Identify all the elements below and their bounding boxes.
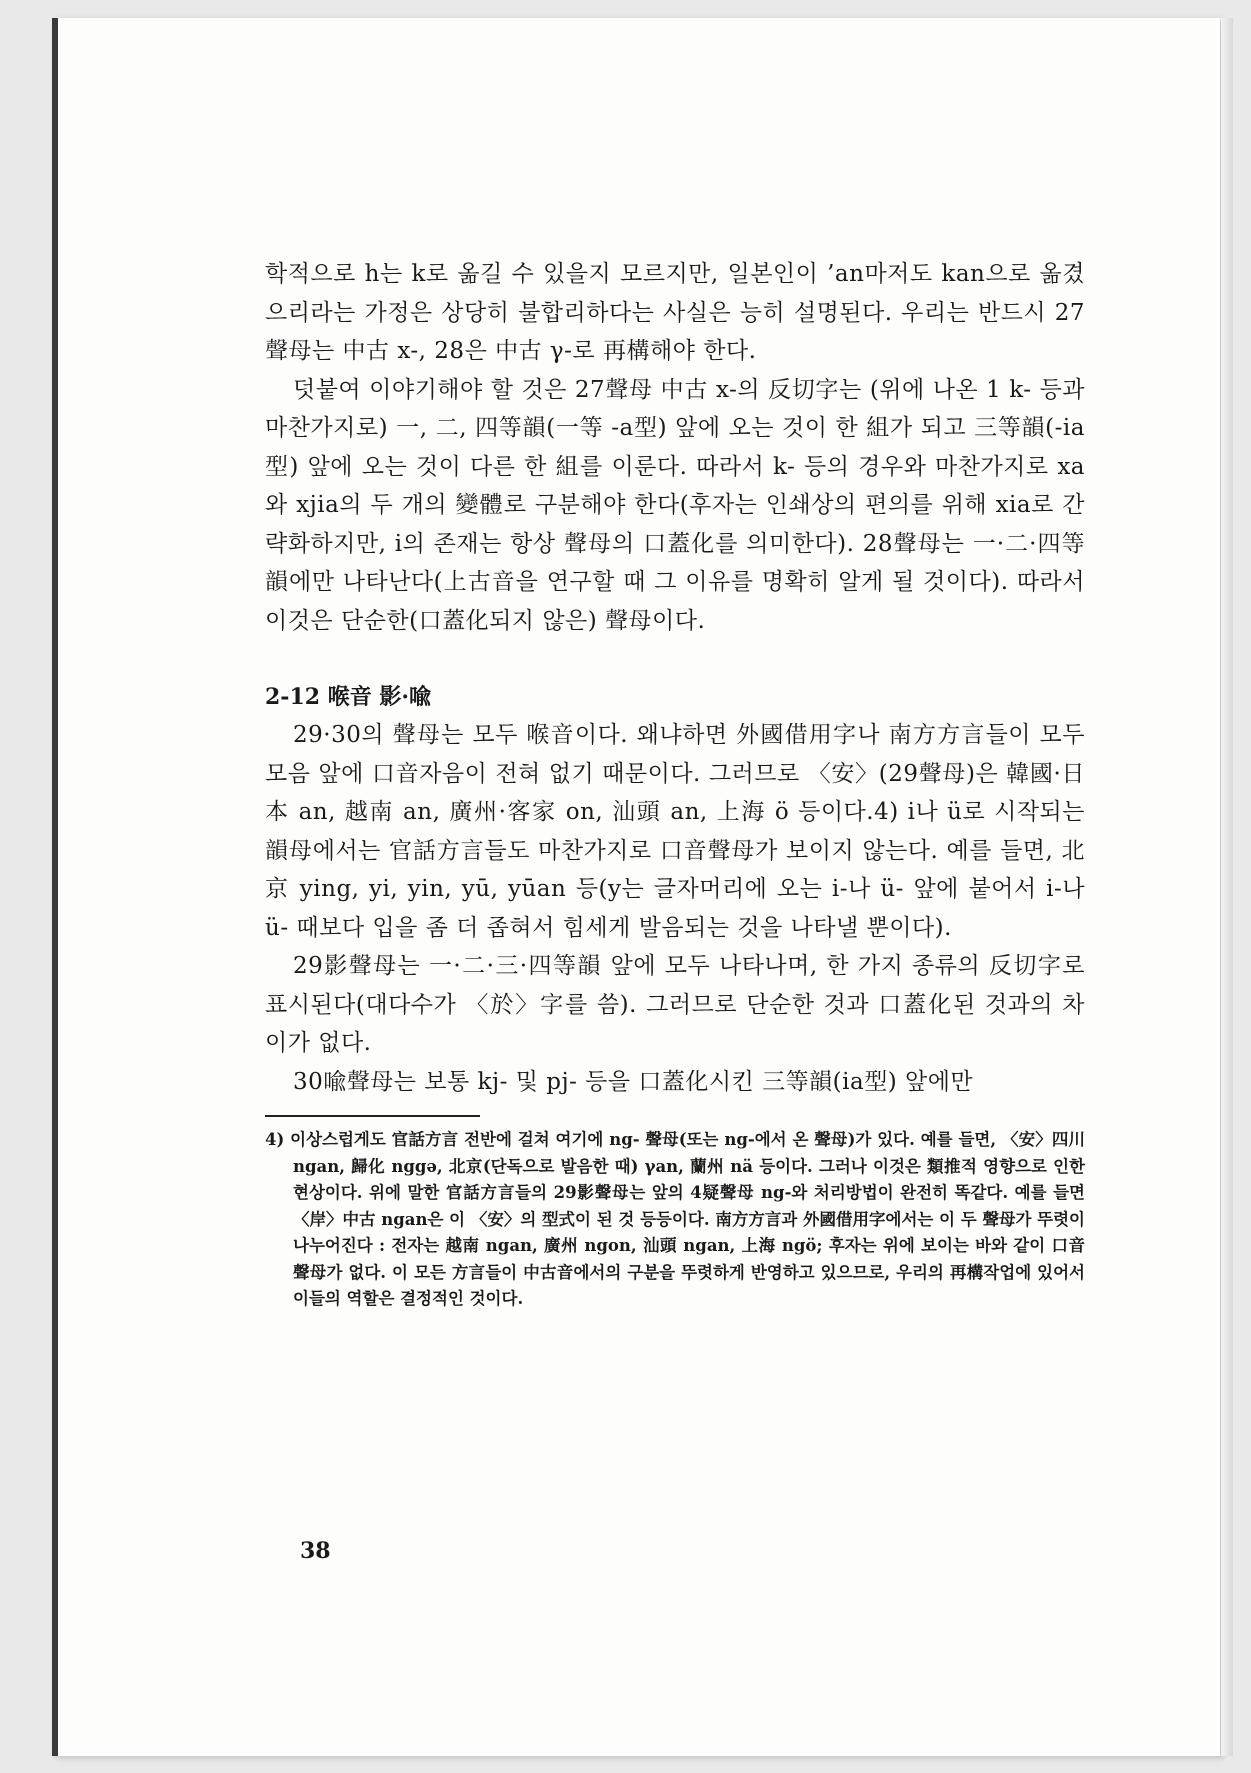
- page-number: 38: [300, 1538, 331, 1564]
- section-paragraph-2: 29影聲母는 一·二·三·四等韻 앞에 모두 나타나며, 한 가지 종류의 反切字로 표시된다(대다수가 〈於〉字를 씀). 그러므로 단순한 것과 口蓋化된 것과의 차이가 없다.: [265, 953, 1085, 1056]
- section-paragraph-1: 29·30의 聲母는 모두 喉音이다. 왜냐하면 外國借用字나 南方方言들이 모두 모음 앞에 口音자음이 전혀 없기 때문이다. 그러므로 〈安〉(29聲母)은 韓國·日本 an, 越南 an, 廣州·客家 on, 汕頭 an, 上海 ö 등이다.4) i나 ü로 시작되는 韻母에서는 官話方言들도 마찬가지로 口音聲母가 보이지 않는다. 예를 들면, 北京 ying, yi, yin, yū, yūan 등(y는 글자머리에 오는 i-나 ü- 앞에 붙어서 i-나 ü- 때보다 입을 좀 더 좁혀서 힘세게 발음되는 것을 나타낼 뿐이다).: [265, 722, 1085, 941]
- section-paragraph-3: 30喩聲母는 보통 kj- 및 pj- 등을 口蓋化시킨 三等韻(ia型) 앞에만: [293, 1068, 974, 1095]
- section-heading: 2-12 喉音 影·喩: [265, 684, 432, 710]
- page-edge-shadow: [1221, 18, 1233, 1756]
- paragraph-1: 학적으로 h는 k로 옮길 수 있을지 모르지만, 일본인이 ’an마저도 kan으로 옮겼으리라는 가정은 상당히 불합리하다는 사실은 능히 설명된다. 우리는 반드시 27聲母는 中古 x-, 28은 中古 γ-로 再構해야 한다.: [265, 261, 1085, 364]
- page-body: [265, 255, 1085, 1313]
- footnote-4: 4) 이상스럽게도 官話方言 전반에 걸쳐 여기에 ng- 聲母(또는 ng-에서 온 聲母)가 있다. 예를 들면, 〈安〉四川 ngan, 歸化 nggə, 北京(단독으로 발음한 때) γan, 蘭州 nä 등이다. 그러나 이것은 類推적 영향으로 인한 현상이다. 위에 말한 官話方言들의 29影聲母는 앞의 4疑聲母 ng-와 처리방법이 완전히 똑같다. 예를 들면 〈岸〉中古 ngan은 이 〈安〉의 型式이 된 것 등등이다. 南方方言과 外國借用字에서는 이 두 聲母가 뚜렷이 나누어진다 : 전자는 越南 ngan, 廣州 ngon, 汕頭 ngan, 上海 ngö; 후자는 위에 보이는 바와 같이 口音聲母가 없다. 이 모든 方言들이 中古音에서의 구분을 뚜렷하게 반영하고 있으므로, 우리의 再構작업에 있어서 이들의 역할은 결정적인 것이다.: [265, 1130, 1085, 1308]
- footnote-divider: [265, 1115, 480, 1117]
- paragraph-2: 덧붙여 이야기해야 할 것은 27聲母 中古 x-의 反切字는 (위에 나온 1 k- 등과 마찬가지로) 一, 二, 四等韻(一等 -a型) 앞에 오는 것이 한 組가 되고 三等韻(-ia型) 앞에 오는 것이 다른 한 組를 이룬다. 따라서 k- 등의 경우와 마찬가지로 xa와 xjia의 두 개의 變體로 구분해야 한다(후자는 인쇄상의 편의를 위해 xia로 간략화하지만, i의 존재는 항상 聲母의 口蓋化를 의미한다). 28聲母는 一·二·四等韻에만 나타난다(上古音을 연구할 때 그 이유를 명확히 알게 될 것이다). 따라서 이것은 단순한(口蓋化되지 않은) 聲母이다.: [265, 376, 1085, 634]
